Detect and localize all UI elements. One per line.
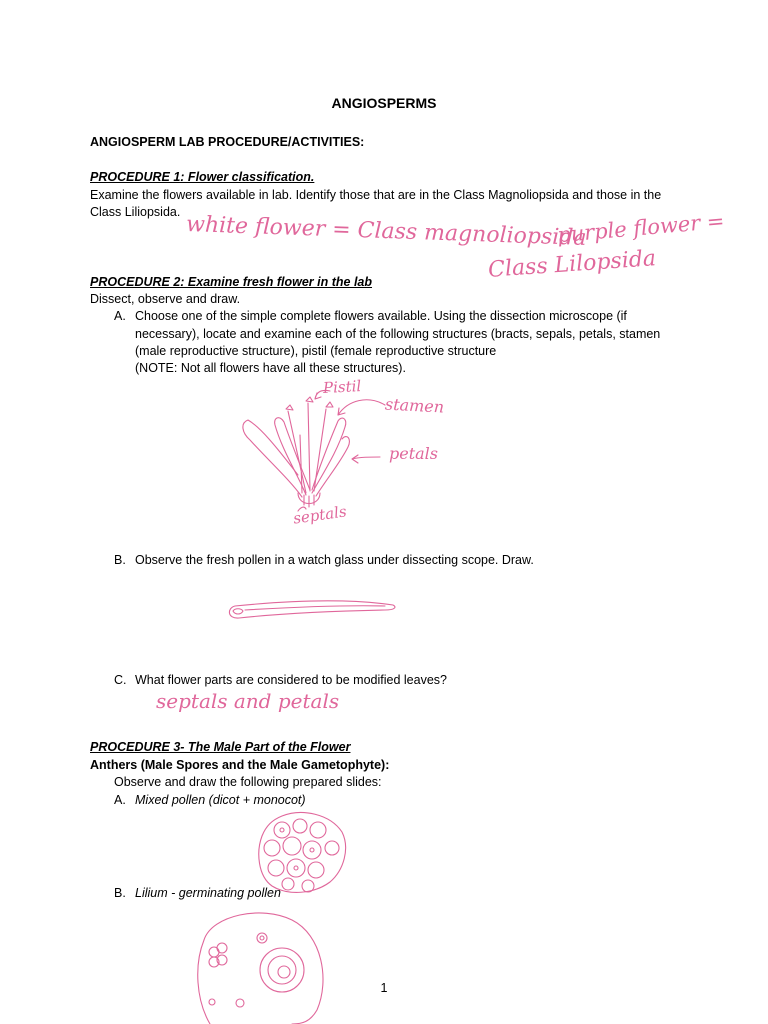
procedure-1-text-line1: Examine the flowers available in lab. Identify those that are in the Class Magnoliopsida and those in the — [90, 188, 662, 202]
list-marker-c: C. — [114, 673, 127, 687]
procedure-3-subheading: Anthers (Male Spores and the Male Gametophyte): — [90, 758, 390, 772]
label-septals: septals — [292, 502, 348, 528]
list-marker-a: A. — [114, 309, 126, 323]
list-marker-a-2: A. — [114, 793, 126, 807]
list-marker-b: B. — [114, 553, 126, 567]
procedure-2-intro: Dissect, observe and draw. — [90, 292, 241, 306]
procedure-2-a-line3: (male reproductive structure), pistil (female reproductive structure — [135, 344, 497, 358]
label-petals: petals — [389, 444, 439, 463]
procedure-2-heading: PROCEDURE 2: Examine fresh flower in the lab — [90, 275, 373, 289]
procedure-2-b-text: Observe the fresh pollen in a watch glass under dissecting scope. Draw. — [135, 553, 534, 567]
list-marker-b-2: B. — [114, 886, 126, 900]
procedure-3-intro: Observe and draw the following prepared slides: — [114, 775, 382, 789]
handwritten-class-liliopsida: Class Lilopsida — [487, 246, 657, 283]
procedure-2-a-line4: (NOTE: Not all flowers have all these structures). — [135, 361, 406, 375]
handwritten-purple-flower: purple flower = — [556, 208, 726, 248]
page-number: 1 — [380, 981, 388, 995]
procedure-1-heading: PROCEDURE 1: Flower classification. — [90, 170, 315, 184]
pollen-sketch — [225, 595, 405, 625]
procedure-2-a-line2: necessary), locate and examine each of the following structures (bracts, sepals, petals, stamen — [135, 327, 661, 341]
label-stamen: stamen — [384, 394, 445, 417]
lab-subtitle: ANGIOSPERM LAB PROCEDURE/ACTIVITIES: — [90, 135, 365, 149]
procedure-3-b-text: Lilium - germinating pollen — [135, 886, 281, 900]
procedure-2-a-line1: Choose one of the simple complete flowers available. Using the dissection microscope (if — [135, 309, 627, 323]
procedure-2-c-text: What flower parts are considered to be modified leaves? — [135, 673, 447, 687]
handwritten-white-flower: white flower = Class magnoliopsida — [185, 212, 587, 251]
procedure-3-heading: PROCEDURE 3- The Male Part of the Flower — [90, 740, 351, 754]
handwritten-answer-c: septals and petals — [156, 689, 340, 713]
procedure-3-a-text: Mixed pollen (dicot + monocot) — [135, 793, 306, 807]
germinating-pollen-sketch — [182, 900, 332, 1024]
procedure-1-text-line2: Class Liliopsida. — [90, 205, 181, 219]
page-title: ANGIOSPERMS — [331, 95, 437, 111]
label-pistil: Pistil — [322, 377, 362, 397]
